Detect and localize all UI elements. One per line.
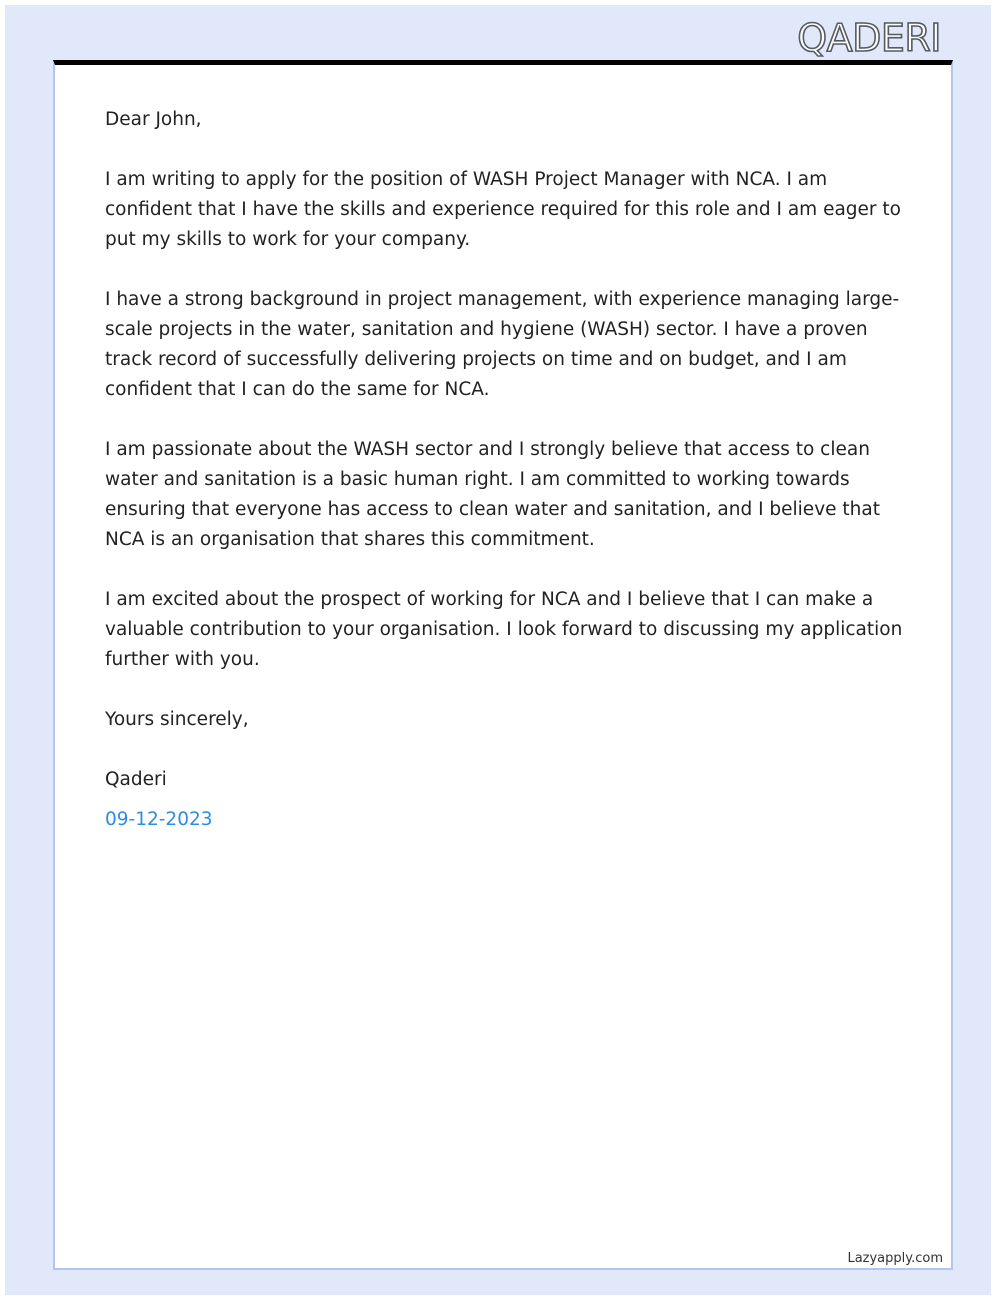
watermark-footer: Lazyapply.com [847,1251,943,1266]
paragraph-1: I am writing to apply for the position of WASH Project Manager with NCA. I am confident that I have the skills and experience required for this role and I am eager to put my skills to work for your company. [105,169,901,250]
paragraph-4: I am excited about the prospect of working for NCA and I believe that I can make a valuable contribution to your organisation. I look forward to discussing my application further with you. [105,589,903,670]
closing: Yours sincerely, [105,709,249,730]
signature-name: Qaderi [105,769,167,790]
letter-body [105,105,905,865]
paragraph-2: I have a strong background in project management, with experience managing large-scale projects in the water, sanitation and hygiene (WASH) sector. I have a proven track record of successfully delivering projects on time and on budget, and I am confident that I can do the same for NCA. [105,289,900,400]
logo-text: QADERI [797,16,941,60]
page-background [5,5,991,1295]
letter-sheet [53,60,953,1270]
salutation: Dear John, [105,109,202,130]
letter-date: 09-12-2023 [105,809,213,830]
paragraph-3: I am passionate about the WASH sector and I strongly believe that access to clean water and sanitation is a basic human right. I am committed to working towards ensuring that everyone has access to clean water and sanitation, and I believe that NCA is an organisation that shares this commitment. [105,439,880,550]
